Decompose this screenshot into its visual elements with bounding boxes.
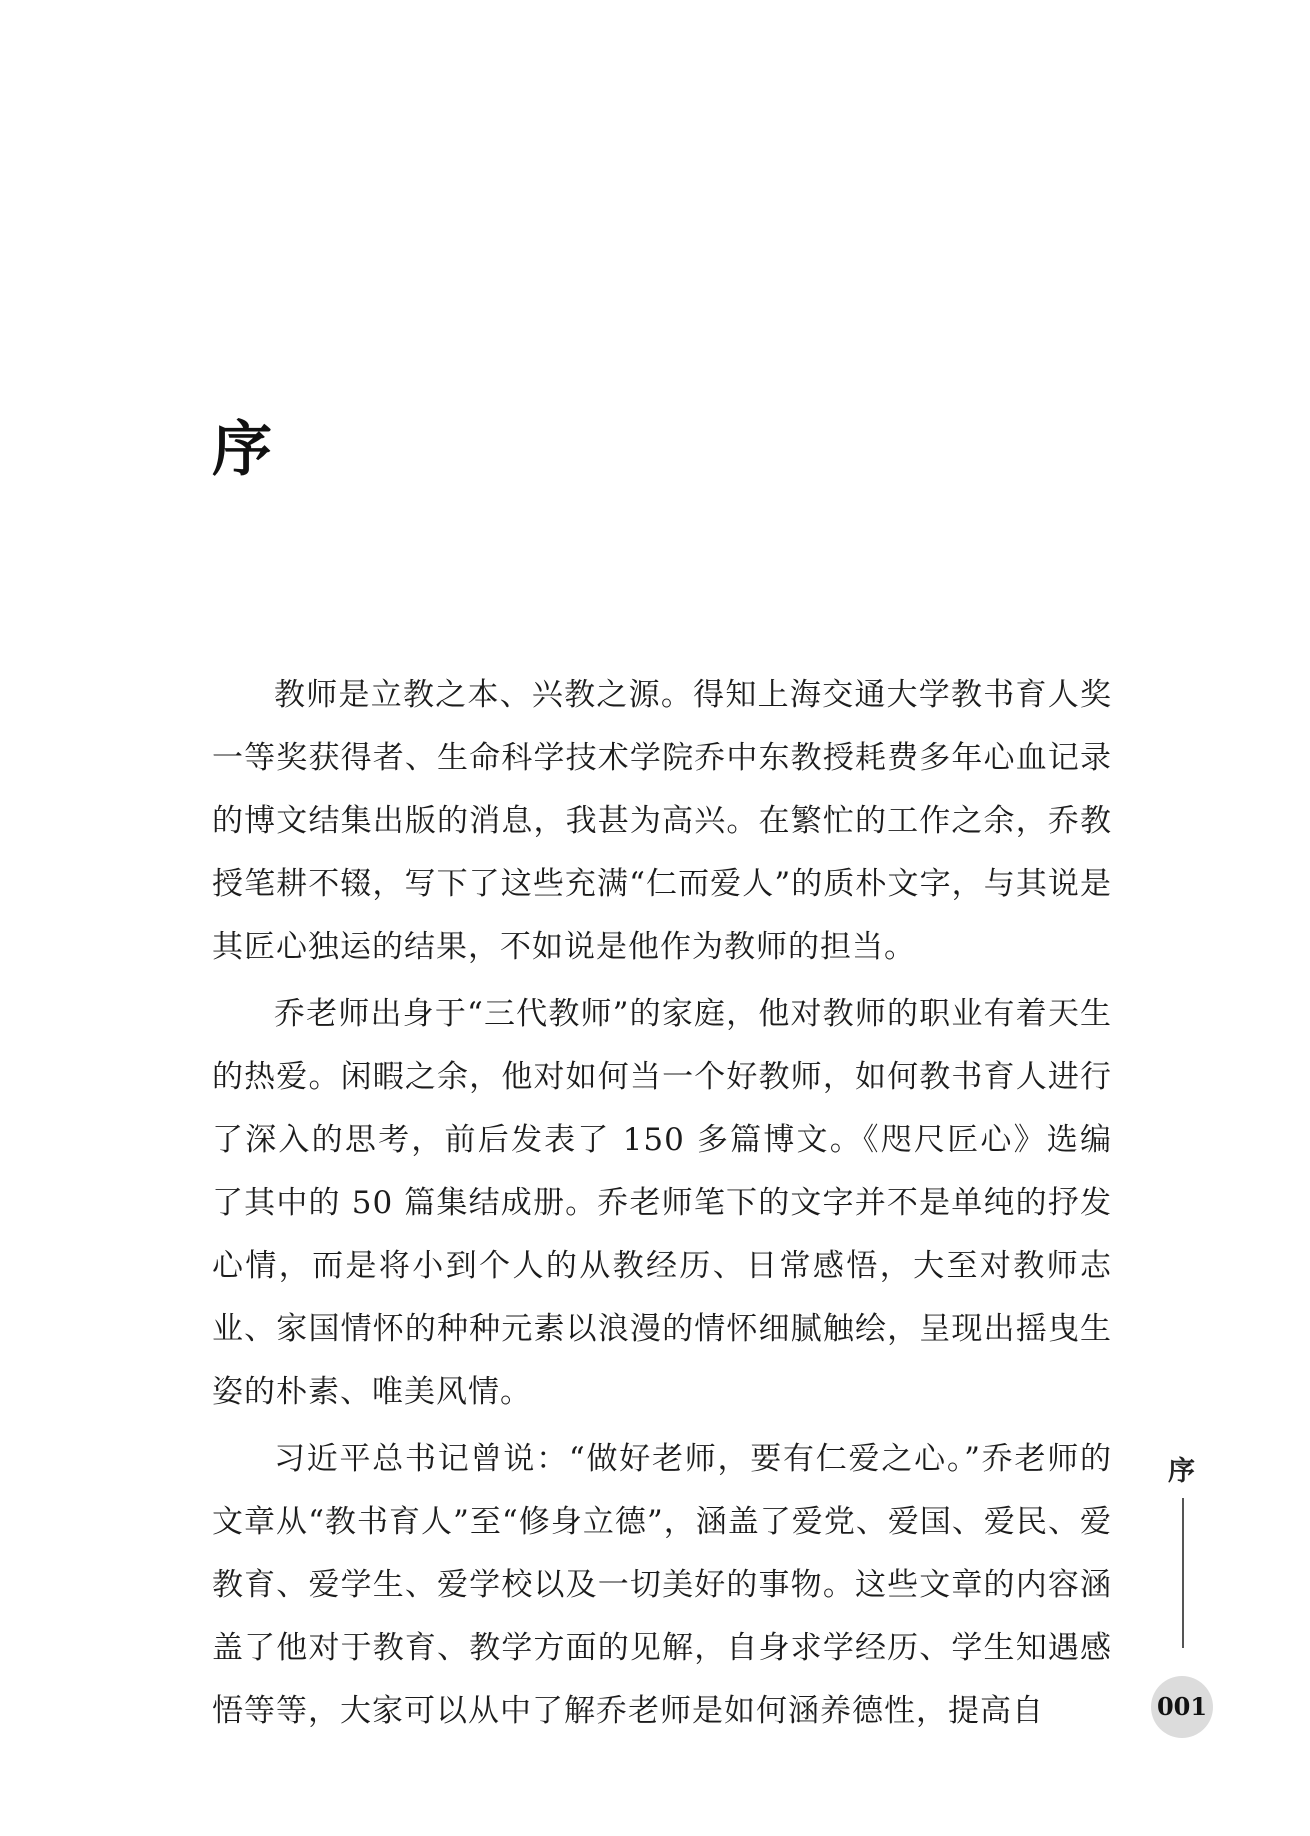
paragraph: 教师是立教之本、兴教之源。得知上海交通大学教书育人奖一等奖获得者、生命科学技术学院乔中东教授耗费多年心血记录的博文结集出版的消息，我甚为高兴。在繁忙的工作之余，乔教授笔耕不辍，写下了这些充满“仁而爱人”的质朴文字，与其说是其匠心独运的结果，不如说是他作为教师的担当。	[212, 677, 1112, 965]
paragraph: 乔老师出身于“三代教师”的家庭，他对教师的职业有着天生的热爱。闲暇之余，他对如何当一个好教师，如何教书育人进行了深入的思考，前后发表了 150 多篇博文。《咫尺匠心》选编了其中的 50 篇集结成册。乔老师笔下的文字并不是单纯的抒发心情，而是将小到个人的从教经历、日常感悟，大至对教师志业、家国情怀的种种元素以浪漫的情怀细腻触绘，呈现出摇曳生姿的朴素、唯美风情。	[212, 996, 1112, 1410]
page-number: 001	[1156, 1692, 1208, 1721]
running-head-divider	[1182, 1498, 1184, 1648]
paragraph: 习近平总书记曾说：“做好老师，要有仁爱之心。”乔老师的文章从“教书育人”至“修身立德”，涵盖了爱党、爱国、爱民、爱教育、爱学生、爱学校以及一切美好的事物。这些文章的内容涵盖了他对于教育、教学方面的见解，自身求学经历、学生知遇感悟等等，大家可以从中了解乔老师是如何涵养德性，提高自	[212, 1441, 1112, 1729]
body-text	[212, 664, 1112, 1747]
running-head: 序	[1168, 1456, 1195, 1487]
chapter-title: 序	[212, 415, 272, 485]
